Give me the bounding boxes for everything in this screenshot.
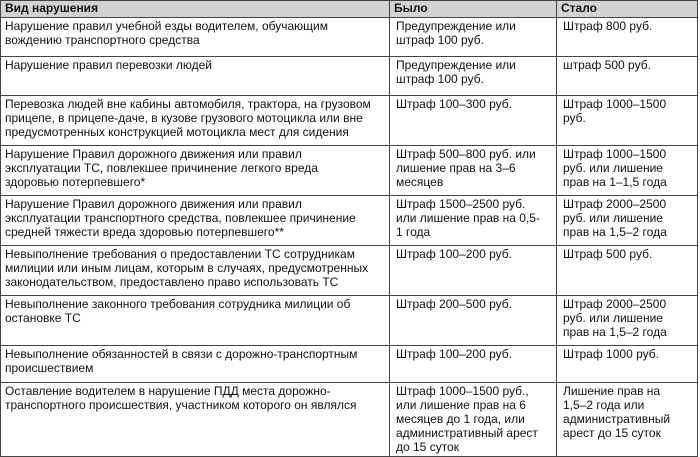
after-cell: Штраф 2000–2500 руб. или лишение прав на 1,5–2 года [557,196,698,246]
table-row [1,196,698,246]
before-cell: Штраф 100–200 руб. [390,346,557,383]
table-row [1,57,698,96]
before-cell: Предупреждение или штраф 100 руб. [390,57,557,96]
table-row [1,346,698,383]
violation-cell: Невыполнение законного требования сотрудника милиции об остановке ТС [1,296,390,346]
violation-cell: Нарушение Правил дорожного движения или правил эксплуатации транспортного средства, повлекшее причинение средней тяжести вреда здоровью потерпевшего** [1,196,390,246]
table-row [1,146,698,196]
after-cell: Лишение прав на 1,5–2 года или административный арест до 15 суток [557,383,698,457]
table-row [1,246,698,296]
violation-cell: Невыполнение требования о предоставлении ТС сотрудникам милиции или иным лицам, которым в случаях, предусмотренных законодательством, предоставлено право использовать ТС [1,246,390,296]
after-cell: Штраф 500 руб. [557,246,698,296]
after-cell: Штраф 1000–1500 руб. [557,96,698,146]
before-cell: Штраф 100–200 руб. [390,246,557,296]
after-cell: Штраф 1000–1500 руб. или лишение прав на 1–1,5 года [557,146,698,196]
before-cell: Штраф 100–300 руб. [390,96,557,146]
after-cell: Штраф 1000 руб. [557,346,698,383]
violation-cell: Нарушение правил перевозки людей [1,57,390,96]
column-header-violation: Вид нарушения [1,1,390,18]
before-cell: Штраф 1500–2500 руб. или лишение прав на 0,5- 1 года [390,196,557,246]
table-row [1,296,698,346]
after-cell: Штраф 2000–2500 руб. или лишение прав на 1,5–2 года [557,296,698,346]
column-header-after: Стало [557,1,698,18]
before-cell: Штраф 1000–1500 руб., или лишение прав на 6 месяцев до 1 года, или административный арест до 15 суток [390,383,557,457]
violation-cell: Нарушение Правил дорожного движения или правил эксплуатации ТС, повлекшее причинение легкого вреда здоровью потерпевшего* [1,146,390,196]
before-cell: Предупреждение или штраф 100 руб. [390,18,557,57]
table-row [1,96,698,146]
violation-cell: Оставление водителем в нарушение ПДД места дорожно- транспортного происшествия, участником которого он являлся [1,383,390,457]
table-header-row [1,1,698,18]
table-row [1,383,698,457]
violation-cell: Перевозка людей вне кабины автомобиля, трактора, на грузовом прицепе, в прицепе-даче, в кузове грузового мотоцикла или вне предусмотренных конструкцией мотоцикла мест для сидения [1,96,390,146]
column-header-before: Было [390,1,557,18]
before-cell: Штраф 200–500 руб. [390,296,557,346]
after-cell: штраф 500 руб. [557,57,698,96]
before-cell: Штраф 500–800 руб. или лишение прав на 3–6 месяцев [390,146,557,196]
table-row [1,18,698,57]
violation-cell: Невыполнение обязанностей в связи с дорожно-транспортным происшествием [1,346,390,383]
after-cell: Штраф 800 руб. [557,18,698,57]
violation-cell: Нарушение правил учебной езды водителем, обучающим вождению транспортного средства [1,18,390,57]
